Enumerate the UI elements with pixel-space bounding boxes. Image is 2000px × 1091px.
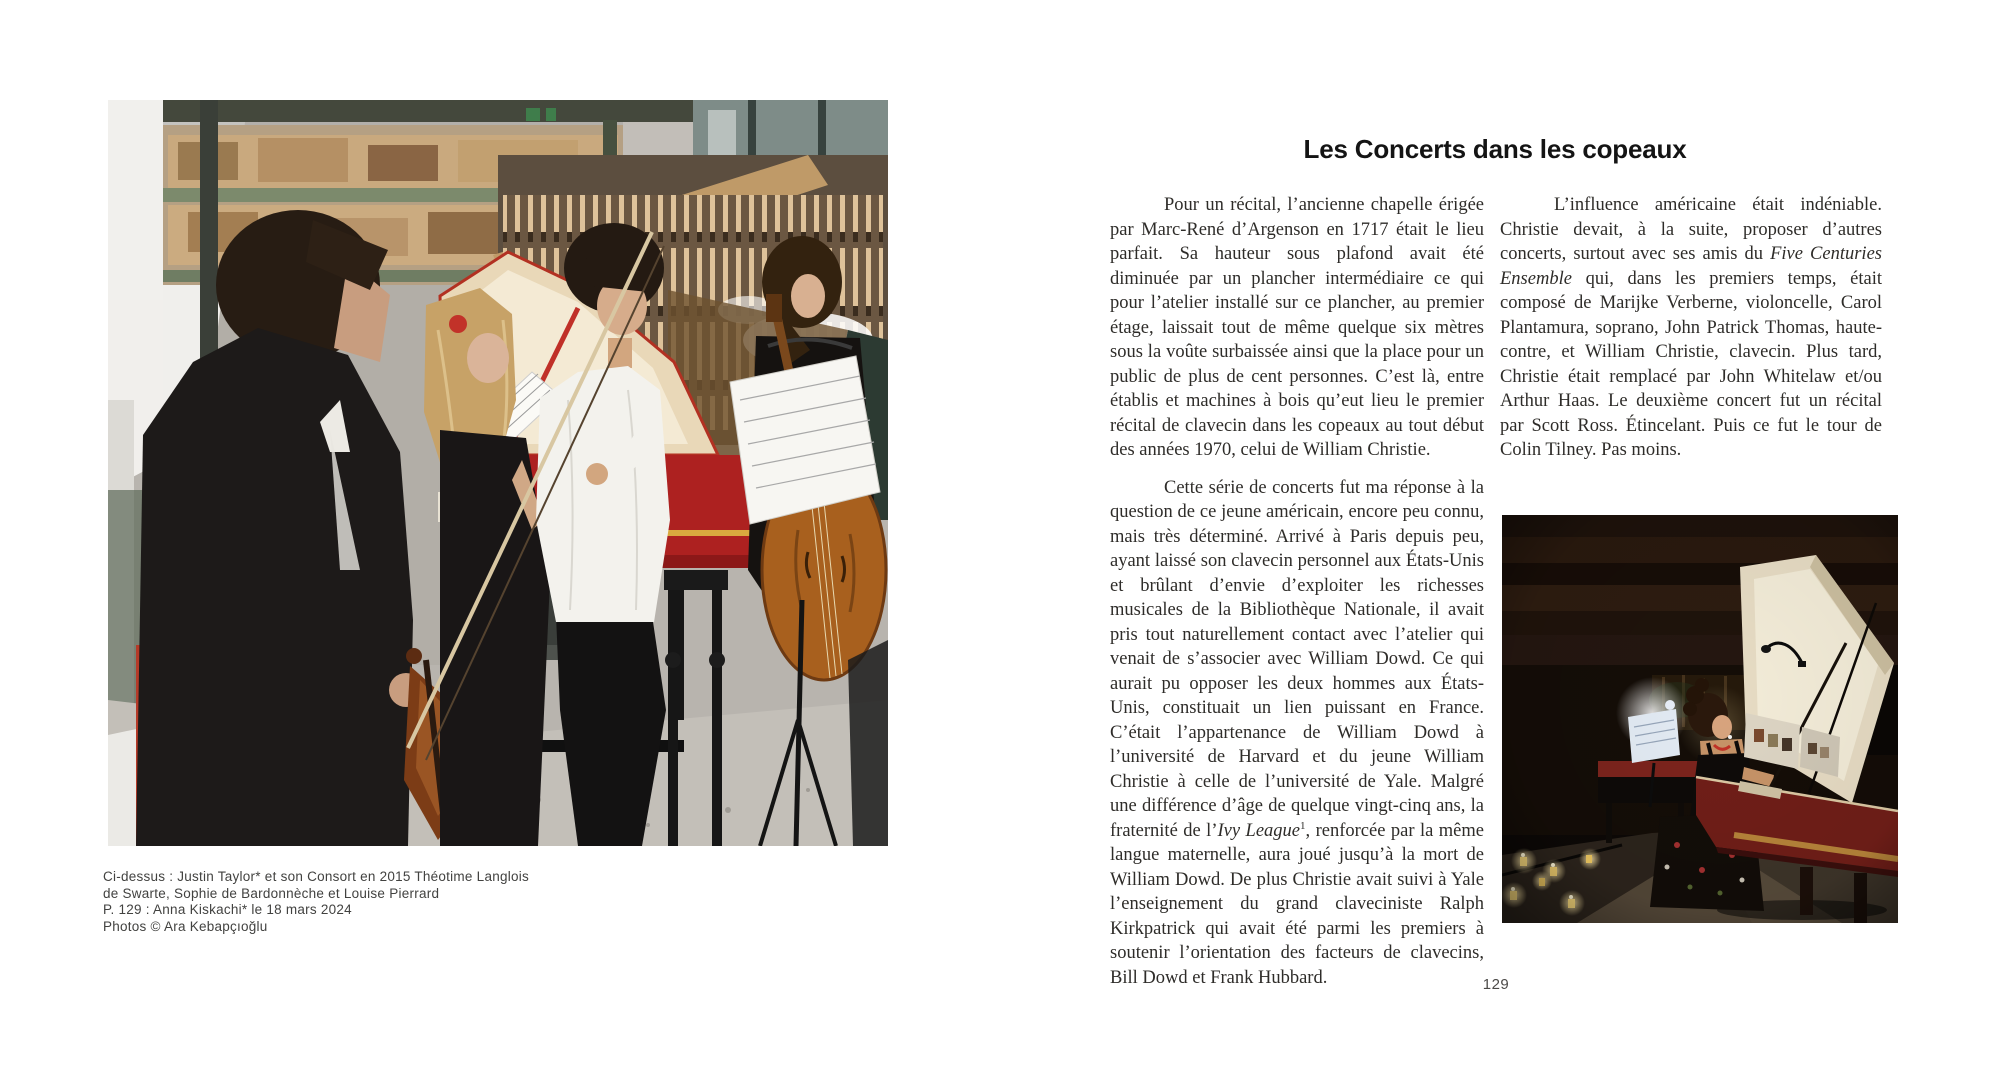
vignette [1502,515,1898,923]
workshop-photo [108,100,888,846]
caption-line: de Swarte, Sophie de Bardonnèche et Louise Pierrard [103,885,440,901]
text-column-right [1500,193,1882,476]
page-number: 129 [1482,976,1510,993]
caption-line: P. 129 : Anna Kiskachi* le 18 mars 2024 [103,902,352,917]
caption-line: Photos © Ara Kebapçıoğlu [103,918,268,934]
text-column-left [1110,193,1484,1003]
body-paragraph: Pour un récital, l’ancienne chapelle érigée par Marc-René d’Argenson en 1717 était le lieu parfait. Sa hauteur sous plafond avait été diminuée par un plancher intermédiaire ce qui pour l’atelier installé sur ce plancher, au premier étage, laissait tout de même quelque six mètres sous la voûte surbaissée ainsi que la place pour un public de plus de cent personnes. C’est là, entre établis et machines à bois qu’eut lieu le premier récital de clavecin dans les copeaux au tout début des années 1970, celui de William Christie. [1110,195,1484,460]
chapter-title: Les Concerts dans les copeaux [1303,134,1687,164]
photo-caption [103,869,663,935]
night-concert-illustration [1502,515,1898,923]
body-paragraph: L’influence américaine était indéniable. Christie devait, à la suite, proposer d’autres concerts, surtout avec ses amis du Five Centuries Ensemble qui, dans les premiers temps, était composé de Marijke Verberne, violoncelle, Carol Plantamura, soprano, John Patrick Thomas, haute-contre, et William Christie, clavecin. Plus tard, Christie était remplacé par John Whitelaw et/ou Arthur Haas. Le deuxième concert fut un récital par Scott Ross. Étincelant. Puis ce fut le tour de Colin Tilney. Pas moins. [1500,195,1882,460]
body-paragraph: Cette série de concerts fut ma réponse à la question de ce jeune américain, encore peu connu, mais très déterminé. Arrivé à Paris depuis peu, ayant laissé son clavecin personnel aux États-Unis et brûlant d’envie d’exploiter les richesses musicales de la Bibliothèque Nationale, il avait pris tout naturellement contact avec l’atelier qui venait de s’associer avec William Dowd. Ce qui aurait pu opposer les deux hommes aux États-Unis, constituait un lien puissant en France. C’était l’appartenance de William Dowd à l’université de Harvard et du jeune William Christie à celle de l’université de Yale. Malgré une différence d’âge de quelque vingt-cinq ans, la fraternité de l’Ivy League$^1$, renforcée par la même langue maternelle, aura joué jusqu’à la mort de William Dowd. De plus Christie avait suivi à Yale l’enseignement du grand claveciniste Ralph Kirkpatrick qui avait été parmi les premiers à soutenir l’orientation des facteurs de clavecins, Bill Dowd et Frank Hubbard. [1110,477,1484,988]
night-concert-photo [1502,515,1898,923]
caption-line: Ci-dessus : Justin Taylor* et son Consort en 2015 Théotime Langlois [103,869,529,884]
workshop-photo-illustration [108,100,888,846]
